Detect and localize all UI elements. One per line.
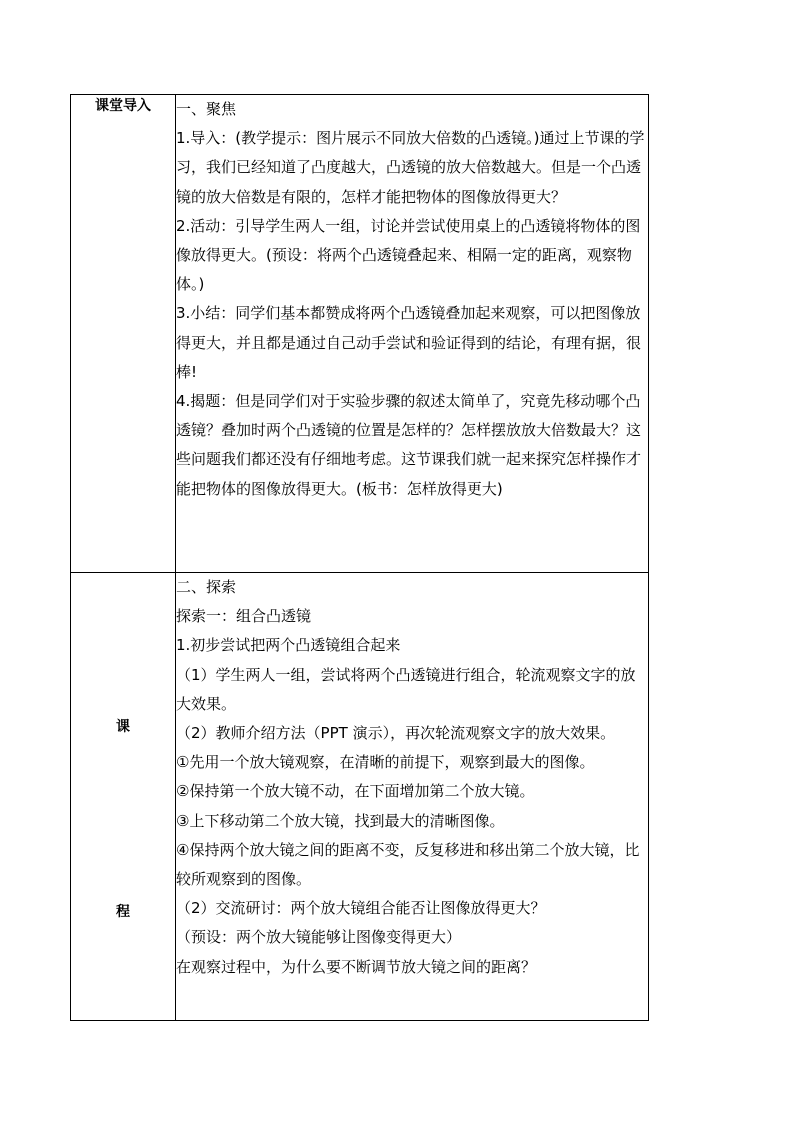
paragraph: ④保持两个放大镜之间的距离不变，反复移进和移出第二个放大镜，比较所观察到的图像。 <box>176 840 640 889</box>
lesson-plan-table <box>70 94 649 1021</box>
section-heading: 二、探索 <box>176 578 237 596</box>
section-heading: 一、聚焦 <box>176 100 237 118</box>
paragraph: 4.揭题：但是同学们对于实验步骤的叙述太简单了，究竟先移动哪个凸透镜？叠加时两个凸透镜的位置是怎样的？怎样摆放放大倍数最大？这些问题我们都还没有仔细地考虑。这节课我们就一起来探究怎样操作才能把物体的图像放得更大。(板书：怎样放得更大) <box>176 392 642 498</box>
paragraph: 1.初步尝试把两个凸透镜组合起来 <box>176 636 401 655</box>
process-content <box>176 573 649 1021</box>
row-label-char-top: 课 <box>116 719 130 735</box>
paragraph: 探索一：组合凸透镜 <box>176 607 312 626</box>
paragraph: 1.导入：(教学提示：图片展示不同放大倍数的凸透镜。)通过上节课的学习，我们已经知道了凸度越大，凸透镜的放大倍数越大。但是一个凸透镜的放大倍数是有限的，怎样才能把物体的图像放得更大？ <box>176 129 645 206</box>
row-label-intro: 课堂导入 <box>71 95 176 573</box>
paragraph: （2）教师介绍方法（PPT 演示），再次轮流观察文字的放大效果。 <box>176 724 616 743</box>
paragraph: ③上下移动第二个放大镜，找到最大的清晰图像。 <box>176 811 505 830</box>
paragraph: ②保持第一个放大镜不动，在下面增加第二个放大镜。 <box>176 782 535 801</box>
paragraph: （2）交流研讨：两个放大镜组合能否让图像放得更大？ <box>176 899 546 918</box>
row-label-process <box>71 573 176 1021</box>
paragraph: （1）学生两人一组，尝试将两个凸透镜进行组合，轮流观察文字的放大效果。 <box>176 665 636 713</box>
paragraph: 在观察过程中，为什么要不断调节放大镜之间的距离？ <box>176 957 537 976</box>
paragraph: 3.小结：同学们基本都赞成将两个凸透镜叠加起来观察，可以把图像放得更大，并且都是通过自己动手尝试和验证得到的结论，有理有据，很棒! <box>176 304 642 381</box>
paragraph: 2.活动：引导学生两人一组，讨论并尝试使用桌上的凸透镜将物体的图像放得更大。(预设：将两个凸透镜叠起来、相隔一定的距离，观察物体。) <box>176 216 641 294</box>
intro-content <box>176 95 649 573</box>
row-label-char-bottom: 程 <box>116 904 130 920</box>
table-row-process <box>71 573 649 1021</box>
paragraph: （预设：两个放大镜能够让图像变得更大） <box>176 928 462 947</box>
table-row-intro <box>71 95 649 573</box>
paragraph: ①先用一个放大镜观察，在清晰的前提下，观察到最大的图像。 <box>176 753 595 772</box>
